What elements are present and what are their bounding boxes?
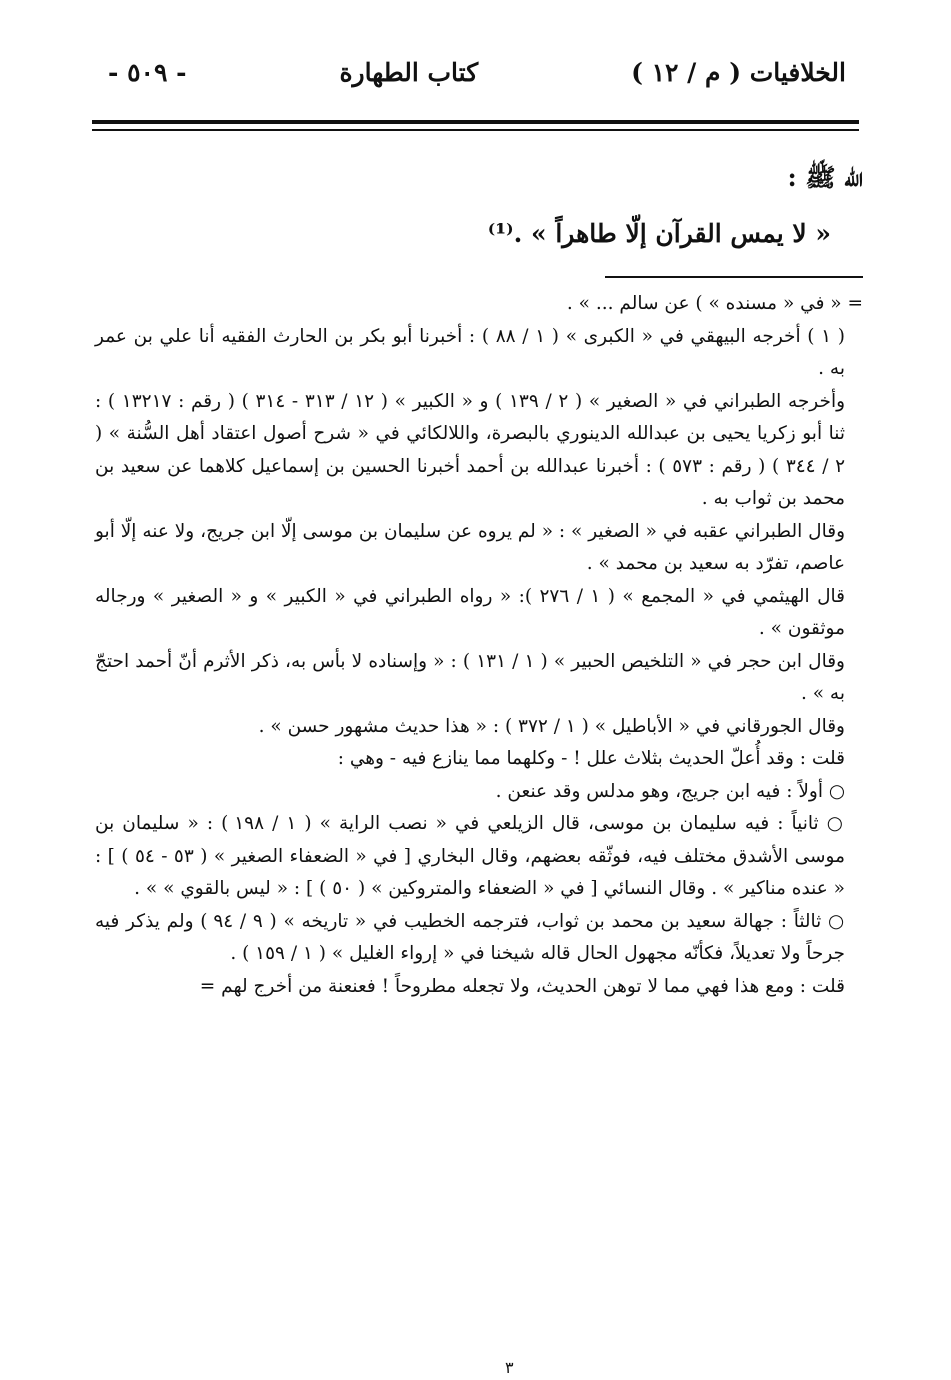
printer-signature-mark: ٣ — [505, 1358, 514, 1377]
footnote-paragraph: وأخرجه الطبراني في « الصغير » ( ٢ / ١٣٩ ) و « الكبير » ( ١٢ / ٣١٣ - ٣١٤ ) ( رقم : ١٣٢١٧ ) : ثنا أبو زكريا يحيى بن عبدالله الدينوري بالبصرة، واللالكائي في « شرح أصول اعتقاد أهل السُّنة » ( ٢ / ٣٤٤ ) ( رقم : ٥٧٣ ) : أخبرنا عبدالله بن أحمد أخبرنا الحسين بن إسماعيل كلاهما عن سعيد بن محمد بن ثواب به . — [95, 390, 846, 509]
footnote-paragraph: = « في « مسنده » ) عن سالم ... » . — [566, 293, 863, 314]
main-text-line-1: الله ﷺ : — [787, 163, 863, 192]
footnote-paragraph: ( ١ ) أخرجه البيهقي في « الكبرى » ( ١ / ٨٨ ) : أخبرنا أبو بكر بن الحارث الفقيه أنا علي بن عمر به . — [95, 325, 845, 379]
header-volume: الخلافيات ( م / ١٢ ) — [631, 57, 846, 87]
footnote-paragraph: قلت : وقد أُعلّ الحديث بثلاث علل ! - وكلهما مما ينازع فيه - وهي : — [337, 748, 845, 769]
footnote-paragraph: ○ ثانياً : فيه سليمان بن موسى، قال الزيلعي في « نصب الراية » ( ١ / ١٩٨ ) : « سليمان بن موسى الأشدق مختلف فيه، فوثّقه بعضهم، وقال البخاري [ في « الضعفاء الصغير » ( ٥٣ - ٥٤ ) ] : « عنده مناكير » . وقال النسائي [ في « الضعفاء والمتروكين » ( ٥٠ ) ] : « ليس بالقوي » » . — [95, 813, 846, 899]
footnote-paragraph: وقال الجورقاني في « الأباطيل » ( ١ / ٣٧٢ ) : « هذا حديث مشهور حسن » . — [258, 715, 845, 737]
footnote-paragraph: قلت : ومع هذا فهي مما لا توهن الحديث، ولا تجعله مطروحاً ! فعنعنة من أخرج لهم = — [199, 975, 845, 997]
footnote-separator — [605, 276, 863, 278]
header-rule-thin — [92, 129, 859, 131]
header-rule-thick — [92, 120, 859, 124]
main-text-line-2: « لا يمس القرآن إلّا طاهراً » .⁽¹⁾ — [487, 219, 831, 248]
footnote-paragraph: وقال الطبراني عقبه في « الصغير » : « لم يروه عن سليمان بن موسى إلّا ابن جريج، ولا عنه إلّا أبو عاصم، تفرّد به سعيد بن محمد » . — [95, 520, 845, 574]
page-body — [95, 150, 863, 1003]
running-header — [108, 52, 846, 92]
footnote-paragraph: وقال ابن حجر في « التلخيص الحبير » ( ١ / ١٣١ ) : « وإسناده لا بأس به، ذكر الأثرم أنّ أحمد احتجّ به » . — [95, 650, 845, 704]
footnote-paragraph: ○ أولاً : فيه ابن جريج، وهو مدلس وقد عنعن . — [495, 780, 845, 802]
footnote-paragraph: قال الهيثمي في « المجمع » ( ١ / ٢٧٦ ): « رواه الطبراني في « الكبير » و « الصغير » ورجاله موثقون » . — [95, 585, 845, 639]
header-chapter: كتاب الطهارة — [339, 57, 479, 87]
footnote-paragraph: ○ ثالثاً : جهالة سعيد بن محمد بن ثواب، فترجمه الخطيب في « تاريخه » ( ٩ / ٩٤ ) ولم يذكر فيه جرحاً ولا تعديلاً، فكأنّه مجهول الحال قاله شيخنا في « إرواء الغليل » ( ١ / ١٥٩ ) . — [95, 910, 846, 964]
header-page-number: - ٥٠٩ - — [108, 57, 187, 87]
